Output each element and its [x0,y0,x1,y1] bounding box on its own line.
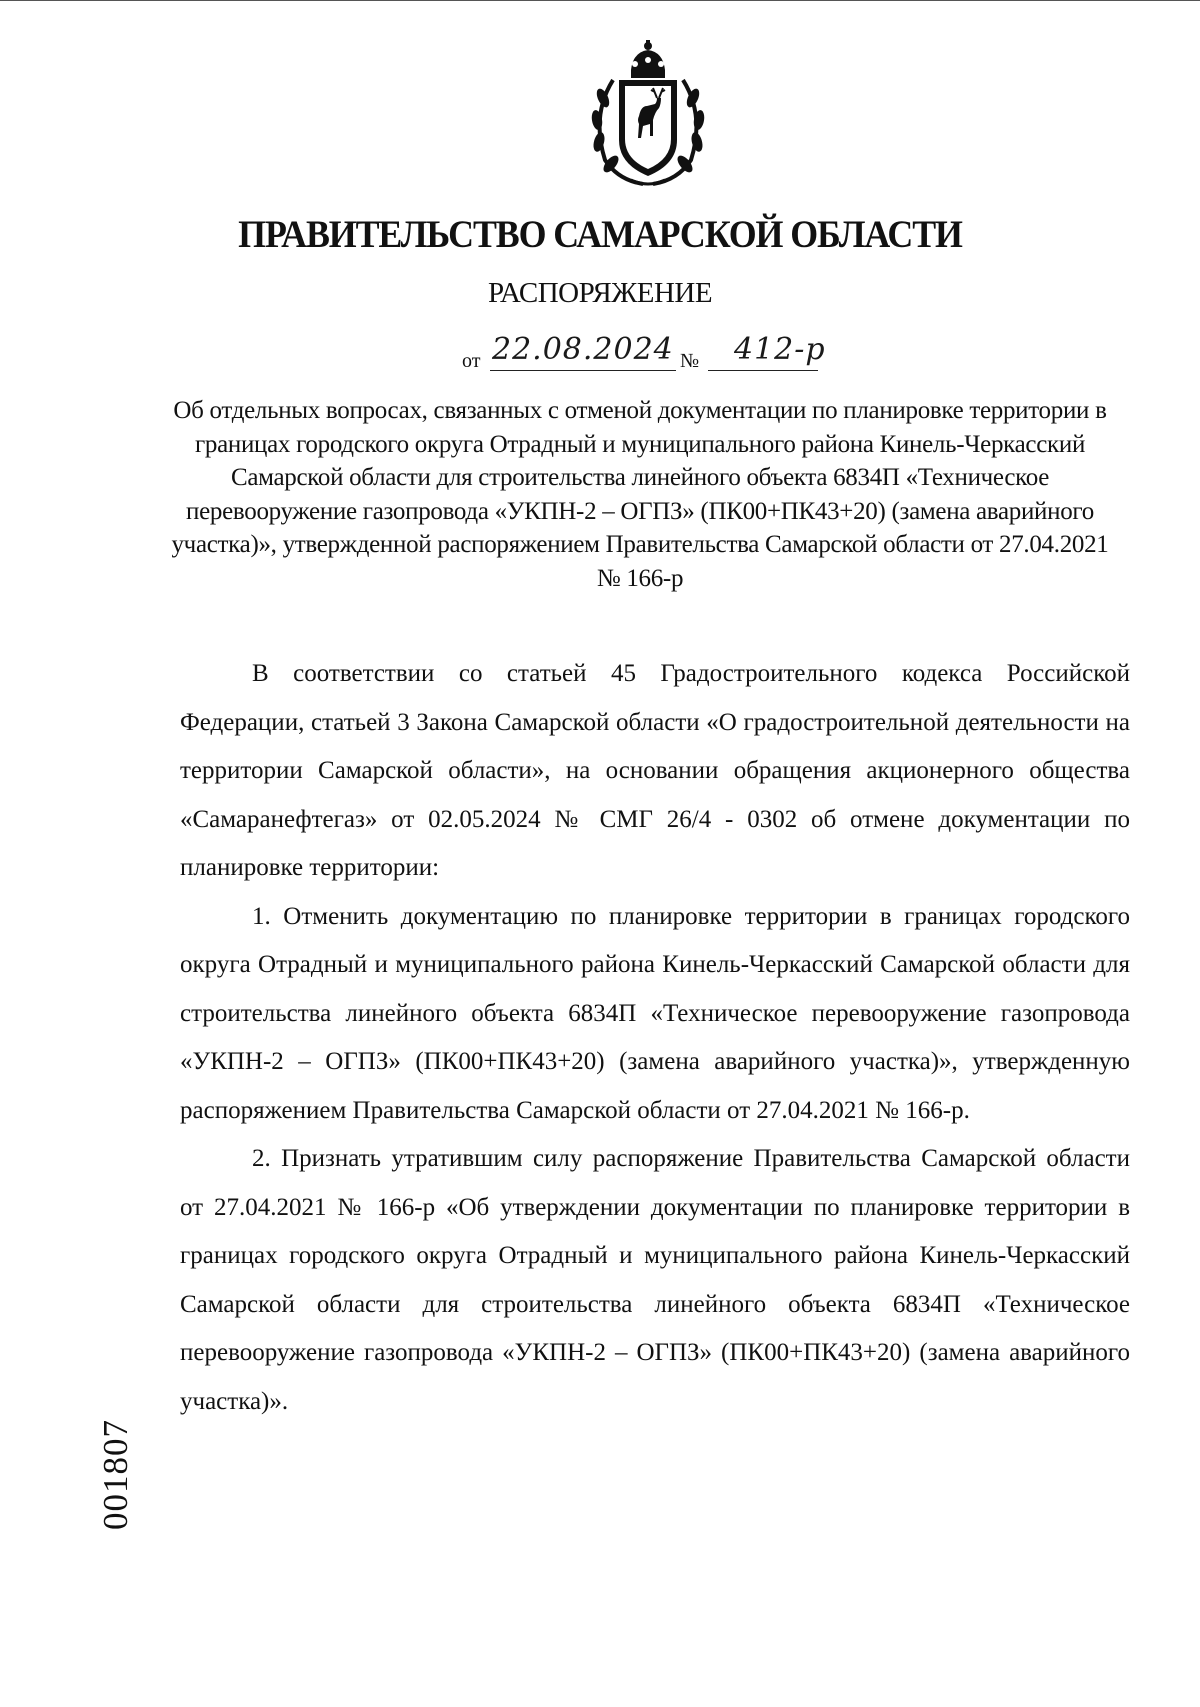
margin-stamp-number: 001807 [96,1419,135,1530]
page-top-border [0,0,1200,1]
document-body [180,650,1130,1426]
handwritten-date: 22.08.2024 [492,332,674,367]
item-2-paragraph: 2. Признать утратившим силу распоряжение Правительства Самарской области от 27.04.2021 № 166-р «Об утверждении документации по планировке территории в границах городского округа Отрадный и муниципального района Кинель-Черкасский Самарской области для строительства линейного объекта 6834П «Техническое перевооружение газопровода «УКПН-2 – ОГПЗ» (ПК00+ПК43+20) (замена аварийного участка)». [180,1145,1130,1415]
date-underline [490,370,676,371]
handwritten-number: 412-р [734,332,826,367]
item-1-paragraph: 1. Отменить документацию по планировке территории в границах городского округа Отрадный и муниципального района Кинель-Черкасский Самарской области для строительства линейного объекта 6834П «Техническое перевооружение газопровода «УКПН-2 – ОГПЗ» (ПК00+ПК43+20) (замена аварийного участка)», утвержденную распоряжением Правительства Самарской области от 27.04.2021 № 166-р. [180,902,1130,1124]
document-subject: Об отдельных вопросах, связанных с отменой документации по планировке территории в границах городского округа Отрадный и муниципального района Кинель-Черкасский Самарской области для строительства линейного объекта 6834П «Техническое перевооружение газопровода «УКПН-2 – ОГПЗ» (ПК00+ПК43+20) (замена аварийного участка)», утвержденной распоряжением Правительства Самарской области от 27.04.2021 № 166-р [171,397,1109,592]
preamble-paragraph: В соответствии со статьей 45 Градостроительного кодекса Российской Федерации, статьей 3 Закона Самарской области «О градостроительной деятельности на территории Самарской области», на основании обращения акционерного общества «Самаранефтегаз» от 02.05.2024 № СМГ 26/4 - 0302 об отмене документации по планировке территории: [180,660,1130,881]
date-number-line [462,332,882,380]
date-prefix: от [462,350,481,372]
samara-region-coat-of-arms-icon [583,40,713,190]
government-name: ПРАВИТЕЛЬСТВО САМАРСКОЙ ОБЛАСТИ [238,213,962,256]
number-underline [708,370,818,371]
number-prefix: № [680,350,700,372]
document-type: РАСПОРЯЖЕНИЕ [487,277,713,309]
